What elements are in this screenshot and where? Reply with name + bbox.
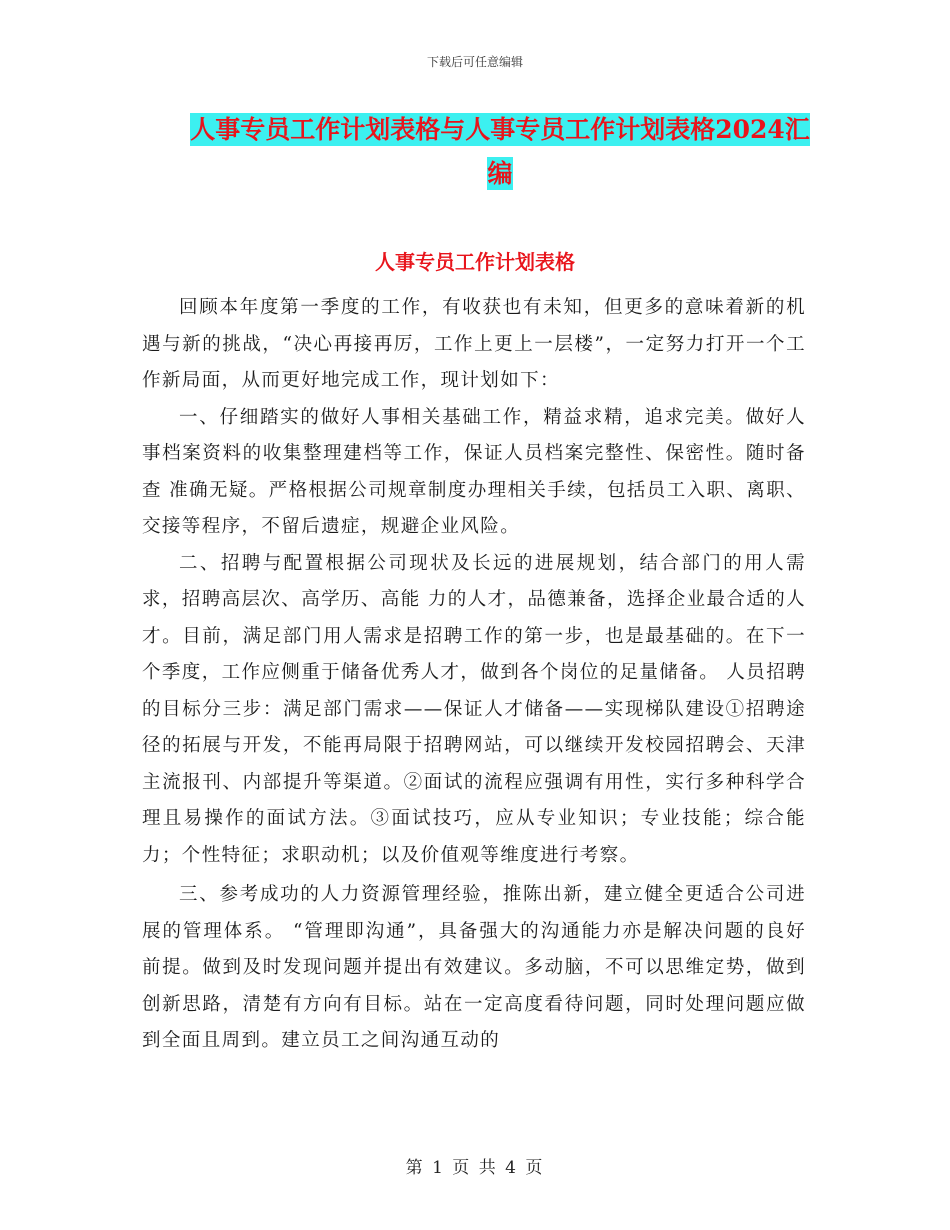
paragraph-item-3: 三、参考成功的人力资源管理经验，推陈出新，建立健全更适合公司进展的管理体系。 “管理即沟通”，具备强大的沟通能力亦是解决问题的良好前提。做到及时发现问题并提出有效建议。多动脑，不可以思维定势，做到创新思路，清楚有方向有目标。站在一定高度看待问题，同时处理问题应做到全面且周到。建立员工之间沟通互动的 (142, 884, 806, 1051)
paragraph-item-2: 二、招聘与配置根据公司现状及长远的进展规划，结合部门的用人需求，招聘高层次、高学历、高能 力的人才，品德兼备，选择企业最合适的人才。目前，满足部门用人需求是招聘工作的第一步，也是最基础的。在下一个季度，工作应侧重于储备优秀人才，做到各个岗位的足量储备。 人员招聘的目标分三步：满足部门需求——保证人才储备——实现梯队建设①招聘途径的拓展与开发，不能再局限于招聘网站，可以继续开发校园招聘会、天津主流报刊、内部提升等渠道。②面试的流程应强调有用性，实行多种科学合理且易操作的面试方法。③面试技巧，应从专业知识；专业技能；综合能力；个性特征；求职动机；以及价值观等维度进行考察。 (142, 552, 806, 866)
page-header-note: 下载后可任意编辑 (426, 55, 523, 69)
section-title: 人事专员工作计划表格 (375, 250, 575, 274)
document-body (142, 290, 806, 1060)
paragraph-intro: 回顾本年度第一季度的工作，有收获也有未知，但更多的意味着新的机遇与新的挑战，“决心再接再厉，工作上更上一层楼”，一定努力打开一个工作新局面，从而更好地完成工作，现计划如下： (142, 297, 806, 391)
page-footer-indicator: 第 1 页 共 4 页 (405, 1158, 545, 1178)
paragraph-item-1: 一、仔细踏实的做好人事相关基础工作，精益求精，追求完美。做好人事档案资料的收集整理建档等工作，保证人员档案完整性、保密性。随时备查 准确无疑。严格根据公司规章制度办理相关手续，包括员工入职、离职、交接等程序，不留后遗症，规避企业风险。 (142, 406, 806, 537)
main-title-text: 人事专员工作计划表格与人事专员工作计划表格2024汇编 (190, 115, 810, 188)
document-main-title (190, 108, 810, 196)
